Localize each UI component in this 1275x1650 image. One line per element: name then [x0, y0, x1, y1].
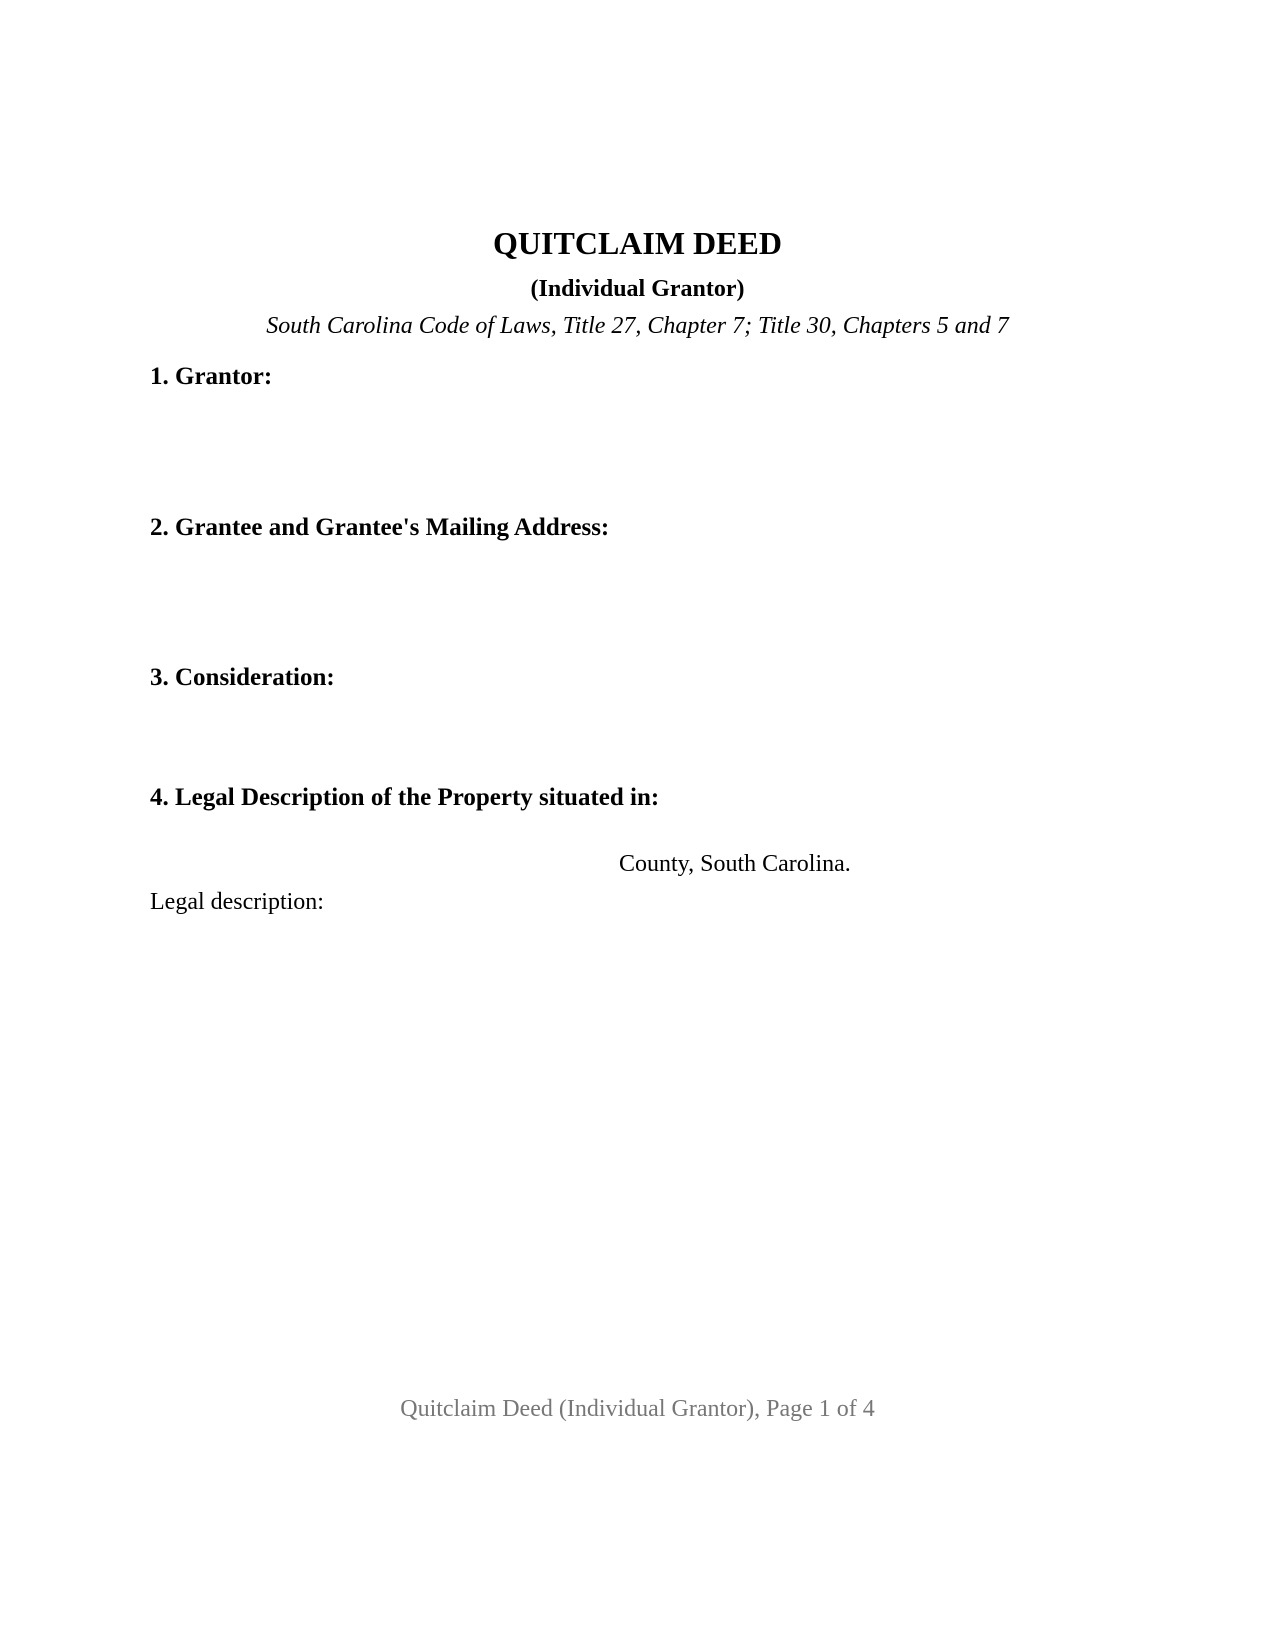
section-legal-description-heading: 4. Legal Description of the Property situated in: [150, 784, 660, 811]
legal-description-label: Legal description: [150, 889, 324, 915]
county-line: County, South Carolina. [619, 851, 851, 877]
document-title: QUITCLAIM DEED [493, 225, 782, 261]
section-consideration-heading: 3. Consideration: [150, 664, 335, 691]
statute-reference: South Carolina Code of Laws, Title 27, Chapter 7; Title 30, Chapters 5 and 7 [266, 313, 1009, 339]
section-grantor-heading: 1. Grantor: [150, 363, 273, 390]
section-grantee-heading: 2. Grantee and Grantee's Mailing Address: [150, 514, 610, 541]
document-subtitle: (Individual Grantor) [530, 276, 745, 302]
page-footer: Quitclaim Deed (Individual Grantor), Page 1 of 4 [400, 1396, 875, 1422]
